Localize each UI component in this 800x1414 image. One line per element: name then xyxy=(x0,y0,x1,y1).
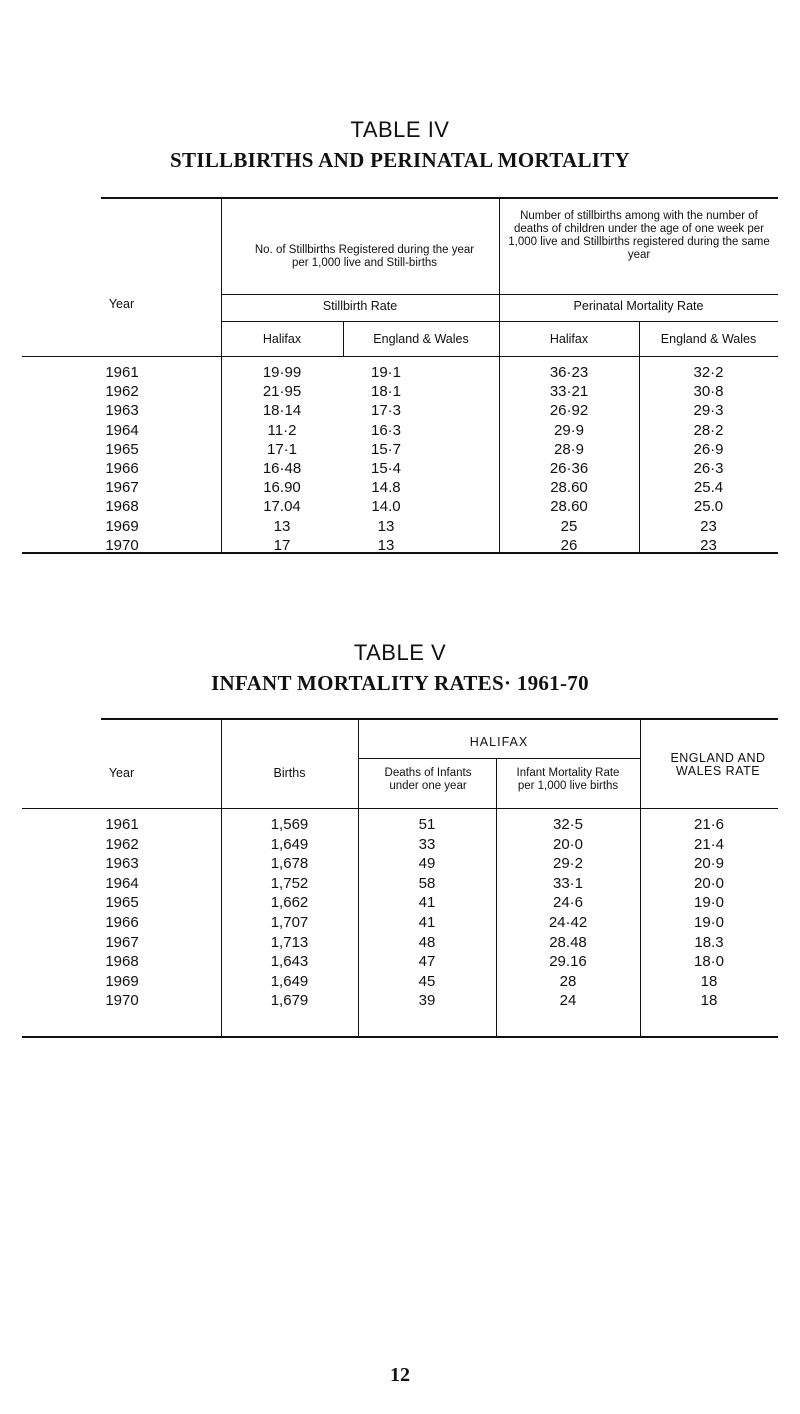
year-cell: 1970 xyxy=(105,536,139,554)
table5-subtitle: INFANT MORTALITY RATES· 1961-70 xyxy=(211,671,589,695)
births-cell: 1,713 xyxy=(270,933,309,951)
table4-top-rule xyxy=(101,197,778,199)
stillbirth-england-cell: 15·7 xyxy=(370,440,402,458)
deaths-cell: 47 xyxy=(418,953,436,971)
perinatal-halifax-cell: 36·23 xyxy=(549,364,589,381)
table5-halifax-header: HALIFAX xyxy=(469,735,529,749)
table4-title: TABLE IV xyxy=(350,117,450,142)
england-wales-rate-cell: 21·6 xyxy=(693,816,725,833)
deaths-cell: 33 xyxy=(418,835,436,853)
births-cell: 1,643 xyxy=(270,953,309,971)
perinatal-halifax-cell: 28·9 xyxy=(553,440,585,458)
year-cell: 1965 xyxy=(105,894,139,912)
year-cell: 1963 xyxy=(105,855,139,873)
stillbirth-halifax-cell: 17·1 xyxy=(266,440,298,458)
births-cell: 1,752 xyxy=(270,874,309,892)
stillbirth-england-cell: 18·1 xyxy=(370,383,402,401)
infant-mortality-rate-cell: 29·2 xyxy=(552,855,584,873)
year-cell: 1964 xyxy=(105,421,139,439)
stillbirth-halifax-cell: 11·2 xyxy=(267,421,297,439)
table4-halifax-header-2: Halifax xyxy=(549,332,589,346)
table5-title: TABLE V xyxy=(353,640,447,665)
deaths-cell: 51 xyxy=(418,816,436,833)
perinatal-england-cell: 25.0 xyxy=(693,498,724,516)
year-cell: 1969 xyxy=(105,972,139,990)
deaths-cell: 45 xyxy=(418,972,436,990)
year-cell: 1961 xyxy=(105,364,139,381)
year-cell: 1962 xyxy=(105,383,139,401)
deaths-cell: 58 xyxy=(418,874,436,892)
infant-mortality-rate-cell: 29.16 xyxy=(549,953,587,971)
year-cell: 1966 xyxy=(105,914,139,931)
deaths-cell: 48 xyxy=(418,933,436,951)
perinatal-england-cell: 30·8 xyxy=(693,383,724,401)
infant-mortality-rate-cell: 24·42 xyxy=(548,914,588,931)
table4-header-bottom-rule xyxy=(22,356,778,357)
table5-top-rule xyxy=(101,718,778,720)
year-cell: 1967 xyxy=(105,933,139,951)
table5-year-header: Year xyxy=(108,766,135,780)
births-cell: 1,662 xyxy=(270,894,309,912)
stillbirth-england-cell: 17·3 xyxy=(370,402,402,420)
births-cell: 1,678 xyxy=(270,855,309,873)
perinatal-halifax-cell: 28.60 xyxy=(550,479,588,497)
stillbirth-england-cell: 16·3 xyxy=(370,421,402,439)
table4-england-header-2: England & Wales xyxy=(660,332,757,346)
births-cell: 1,679 xyxy=(270,992,309,1010)
year-cell: 1970 xyxy=(105,992,139,1010)
perinatal-halifax-cell: 25 xyxy=(560,517,578,535)
year-cell: 1967 xyxy=(105,479,139,497)
england-wales-rate-cell: 18·0 xyxy=(693,953,725,971)
infant-mortality-rate-cell: 24 xyxy=(559,992,577,1010)
deaths-cell: 41 xyxy=(418,914,436,931)
year-cell: 1965 xyxy=(105,440,139,458)
stillbirth-halifax-cell: 18·14 xyxy=(262,402,302,420)
perinatal-halifax-cell: 28.60 xyxy=(550,498,588,516)
perinatal-england-cell: 23 xyxy=(700,517,717,535)
deaths-cell: 41 xyxy=(418,894,436,912)
table5-header-bottom-rule xyxy=(22,808,778,809)
stillbirth-england-cell: 14.0 xyxy=(371,498,401,516)
england-wales-rate-cell: 18 xyxy=(700,992,718,1010)
infant-mortality-rate-cell: 20·0 xyxy=(552,835,584,853)
stillbirth-halifax-cell: 16.90 xyxy=(263,479,301,497)
stillbirth-halifax-cell: 17 xyxy=(273,536,291,554)
perinatal-england-cell: 29·3 xyxy=(693,402,724,420)
year-cell: 1961 xyxy=(105,816,139,833)
perinatal-halifax-cell: 26 xyxy=(560,536,578,554)
table4-subtitle: STILLBIRTHS AND PERINATAL MORTALITY xyxy=(169,148,631,172)
table4-stillbirth-description: No. of Stillbirths Registered during the year per 1,000 live and Still-births xyxy=(254,244,475,269)
england-wales-rate-cell: 18.3 xyxy=(694,933,724,951)
year-cell: 1966 xyxy=(105,460,139,477)
year-cell: 1964 xyxy=(105,874,139,892)
perinatal-england-cell: 25.4 xyxy=(693,479,724,497)
table5-bottom-rule xyxy=(22,1036,778,1038)
table4-year-header: Year xyxy=(108,297,135,311)
births-cell: 1,707 xyxy=(270,914,309,931)
stillbirth-halifax-cell: 21·95 xyxy=(262,383,302,401)
stillbirth-england-cell: 13 xyxy=(377,536,395,554)
year-cell: 1968 xyxy=(105,953,139,971)
year-cell: 1968 xyxy=(105,498,139,516)
stillbirth-england-cell: 19·1 xyxy=(370,364,402,381)
table4-england-header-1: England & Wales xyxy=(373,332,469,346)
table4-perinatal-description: Number of stillbirths among with the number of deaths of children under the age of one week per 1,000 live and Stillbirths registered during the same year xyxy=(508,210,770,261)
infant-mortality-rate-cell: 28.48 xyxy=(549,933,587,951)
stillbirth-halifax-cell: 16·48 xyxy=(262,460,302,477)
perinatal-halifax-cell: 26·92 xyxy=(549,402,589,420)
perinatal-england-cell: 32·2 xyxy=(693,364,724,381)
table5-imr-header: Infant Mortality Rate per 1,000 live births xyxy=(516,767,620,792)
england-wales-rate-cell: 20·0 xyxy=(693,874,725,892)
table5-deaths-header: Deaths of Infants under one year xyxy=(384,767,472,792)
stillbirth-england-cell: 14.8 xyxy=(371,479,401,497)
year-cell: 1962 xyxy=(105,835,139,853)
stillbirth-halifax-cell: 13 xyxy=(273,517,291,535)
england-wales-rate-cell: 18 xyxy=(700,972,718,990)
table5-halifax-rule xyxy=(358,758,640,759)
england-wales-rate-cell: 20·9 xyxy=(693,855,725,873)
perinatal-halifax-cell: 29·9 xyxy=(553,421,585,439)
england-wales-rate-cell: 19·0 xyxy=(693,914,725,931)
births-cell: 1,649 xyxy=(270,835,309,853)
year-cell: 1969 xyxy=(105,517,139,535)
deaths-cell: 39 xyxy=(418,992,436,1010)
births-cell: 1,649 xyxy=(270,972,309,990)
perinatal-halifax-cell: 26·36 xyxy=(549,460,589,477)
perinatal-england-cell: 26·3 xyxy=(693,460,724,477)
infant-mortality-rate-cell: 33·1 xyxy=(552,874,584,892)
infant-mortality-rate-cell: 24·6 xyxy=(552,894,584,912)
stillbirth-england-cell: 13 xyxy=(377,517,395,535)
infant-mortality-rate-cell: 32·5 xyxy=(552,816,584,833)
births-cell: 1,569 xyxy=(270,816,309,833)
perinatal-england-cell: 28·2 xyxy=(693,421,724,439)
stillbirth-england-cell: 15·4 xyxy=(370,460,402,477)
deaths-cell: 49 xyxy=(418,855,436,873)
perinatal-england-cell: 23 xyxy=(700,536,717,554)
table4-perinatal-rate-header: Perinatal Mortality Rate xyxy=(573,299,704,313)
england-wales-rate-cell: 19·0 xyxy=(693,894,725,912)
infant-mortality-rate-cell: 28 xyxy=(559,972,577,990)
table5-england-header: ENGLAND AND WALES RATE xyxy=(670,751,766,778)
table4-halifax-header-1: Halifax xyxy=(262,332,302,346)
page-number: 12 xyxy=(390,1364,410,1386)
england-wales-rate-cell: 21·4 xyxy=(693,835,725,853)
perinatal-england-cell: 26·9 xyxy=(693,440,724,458)
stillbirth-halifax-cell: 17.04 xyxy=(263,498,301,516)
stillbirth-halifax-cell: 19·99 xyxy=(262,364,302,381)
table4-stillbirth-rate-header: Stillbirth Rate xyxy=(322,299,398,313)
perinatal-halifax-cell: 33·21 xyxy=(549,383,589,401)
year-cell: 1963 xyxy=(105,402,139,420)
table5-births-header: Births xyxy=(273,766,306,780)
